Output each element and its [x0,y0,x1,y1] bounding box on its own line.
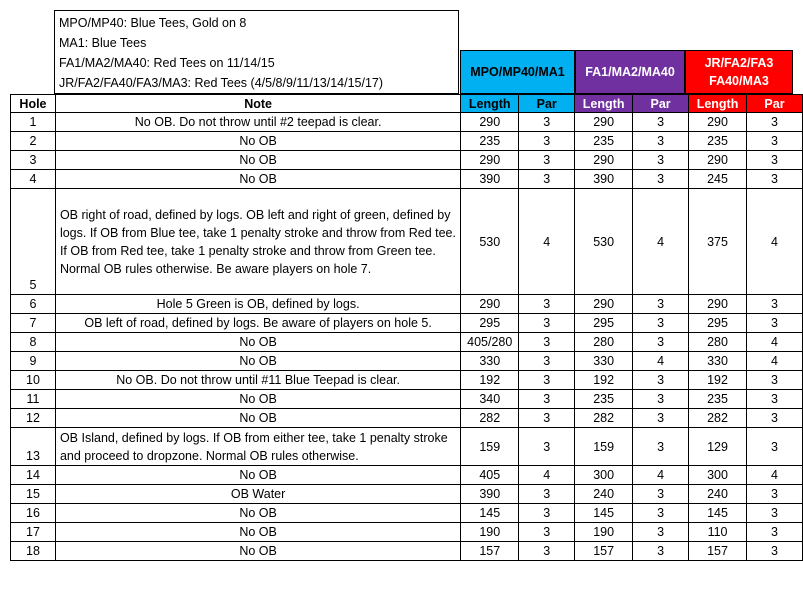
par-cell-purple: 3 [633,390,689,409]
length-cell-red: 300 [689,466,747,485]
note-cell: No OB [55,542,460,561]
length-cell-red: 192 [689,371,747,390]
par-cell-red: 3 [747,132,803,151]
table-row [11,113,803,132]
note-cell: No OB [55,504,460,523]
tee-info-line: JR/FA2/FA40/FA3/MA3: Red Tees (4/5/8/9/11/13/14/15/17) [59,76,384,90]
par-cell-purple: 4 [633,189,689,295]
hole-header: Hole [11,95,56,113]
note-cell: OB right of road, defined by logs. OB left and right of green, defined by logs. If OB from Blue tee, take 1 penalty stroke and throw from Red tee. If OB from Red tee, take 1 penalty stroke and throw from Green tee. Normal OB rules otherwise. Be aware players on hole 7. [55,189,460,295]
table-row [11,189,803,295]
table-row [11,151,803,170]
length-cell-red: 280 [689,333,747,352]
par-cell-red: 3 [747,428,803,466]
par-cell-purple: 3 [633,523,689,542]
length-cell-red: 375 [689,189,747,295]
table-row [11,466,803,485]
par-cell-purple: 3 [633,151,689,170]
par-cell-blue: 3 [519,542,575,561]
par-cell-blue: 3 [519,352,575,371]
length-cell-red: 245 [689,170,747,189]
length-header-purple: Length [575,95,633,113]
par-cell-blue: 3 [519,333,575,352]
par-cell-purple: 3 [633,504,689,523]
note-cell: No OB [55,170,460,189]
note-cell: OB Water [55,485,460,504]
par-cell-blue: 3 [519,151,575,170]
note-header: Note [55,95,460,113]
par-cell-red: 4 [747,189,803,295]
par-cell-blue: 3 [519,132,575,151]
par-cell-purple: 3 [633,170,689,189]
table-row [11,504,803,523]
length-cell-blue: 290 [461,151,519,170]
par-cell-purple: 3 [633,428,689,466]
par-cell-purple: 4 [633,466,689,485]
length-cell-purple: 280 [575,333,633,352]
hole-number-cell: 11 [11,390,56,409]
hole-number-cell: 14 [11,466,56,485]
tee-info-line: MPO/MP40: Blue Tees, Gold on 8 [59,16,247,30]
hole-number-cell: 5 [11,189,56,295]
par-cell-blue: 3 [519,485,575,504]
group-header-red [685,50,793,94]
par-cell-blue: 3 [519,295,575,314]
par-cell-red: 3 [747,314,803,333]
par-cell-blue: 3 [519,113,575,132]
par-cell-blue: 3 [519,371,575,390]
table-row [11,371,803,390]
header-row [11,95,803,113]
hole-table [10,94,803,561]
note-cell: Hole 5 Green is OB, defined by logs. [55,295,460,314]
length-cell-blue: 282 [461,409,519,428]
length-cell-blue: 235 [461,132,519,151]
par-cell-red: 3 [747,390,803,409]
length-cell-purple: 530 [575,189,633,295]
length-cell-purple: 145 [575,504,633,523]
par-cell-blue: 3 [519,409,575,428]
note-cell: No OB [55,523,460,542]
table-row [11,542,803,561]
length-cell-blue: 390 [461,485,519,504]
note-cell: No OB [55,466,460,485]
hole-number-cell: 9 [11,352,56,371]
tee-info-line: FA1/MA2/MA40: Red Tees on 11/14/15 [59,56,275,70]
par-cell-red: 4 [747,333,803,352]
group-label-red-line2: FA40/MA3 [709,74,769,88]
length-cell-purple: 235 [575,390,633,409]
note-cell: OB left of road, defined by logs. Be aware of players on hole 5. [55,314,460,333]
par-cell-purple: 3 [633,542,689,561]
par-cell-red: 3 [747,504,803,523]
length-cell-purple: 390 [575,170,633,189]
hole-number-cell: 13 [11,428,56,466]
length-cell-red: 110 [689,523,747,542]
hole-number-cell: 7 [11,314,56,333]
par-cell-red: 3 [747,371,803,390]
length-cell-blue: 290 [461,295,519,314]
tee-info-line: MA1: Blue Tees [59,36,147,50]
length-cell-purple: 290 [575,151,633,170]
length-cell-purple: 192 [575,371,633,390]
hole-number-cell: 3 [11,151,56,170]
length-cell-blue: 405 [461,466,519,485]
hole-number-cell: 1 [11,113,56,132]
par-cell-purple: 3 [633,295,689,314]
note-cell: No OB. Do not throw until #2 teepad is clear. [55,113,460,132]
par-cell-purple: 3 [633,409,689,428]
length-cell-blue: 157 [461,542,519,561]
table-row [11,333,803,352]
note-cell: No OB [55,409,460,428]
par-cell-red: 3 [747,151,803,170]
length-cell-red: 330 [689,352,747,371]
par-cell-purple: 3 [633,371,689,390]
length-cell-purple: 330 [575,352,633,371]
note-cell: No OB [55,352,460,371]
length-cell-blue: 159 [461,428,519,466]
length-cell-red: 290 [689,295,747,314]
hole-number-cell: 2 [11,132,56,151]
length-cell-red: 290 [689,151,747,170]
table-row [11,409,803,428]
length-cell-red: 157 [689,542,747,561]
hole-number-cell: 17 [11,523,56,542]
par-cell-blue: 3 [519,170,575,189]
hole-number-cell: 4 [11,170,56,189]
par-header-blue: Par [519,95,575,113]
hole-number-cell: 18 [11,542,56,561]
group-label-blue: MPO/MP40/MA1 [470,65,565,79]
note-cell: No OB [55,333,460,352]
group-header-purple [575,50,685,94]
par-cell-red: 4 [747,352,803,371]
par-cell-blue: 4 [519,466,575,485]
table-row [11,428,803,466]
par-cell-blue: 3 [519,504,575,523]
hole-number-cell: 8 [11,333,56,352]
length-cell-purple: 300 [575,466,633,485]
length-cell-purple: 235 [575,132,633,151]
par-cell-blue: 4 [519,189,575,295]
par-cell-red: 4 [747,466,803,485]
table-row [11,314,803,333]
group-label-red-line1: JR/FA2/FA3 [704,56,774,70]
par-cell-red: 3 [747,485,803,504]
length-header-blue: Length [461,95,519,113]
tee-info-box [54,10,459,94]
table-row [11,170,803,189]
length-cell-blue: 340 [461,390,519,409]
length-cell-blue: 290 [461,113,519,132]
par-cell-red: 3 [747,409,803,428]
length-cell-blue: 190 [461,523,519,542]
par-cell-red: 3 [747,113,803,132]
hole-number-cell: 16 [11,504,56,523]
par-header-red: Par [747,95,803,113]
par-cell-red: 3 [747,523,803,542]
note-cell: No OB. Do not throw until #11 Blue Teepad is clear. [55,371,460,390]
length-cell-red: 295 [689,314,747,333]
par-cell-red: 3 [747,170,803,189]
par-cell-purple: 3 [633,333,689,352]
table-row [11,295,803,314]
length-cell-red: 235 [689,132,747,151]
length-cell-blue: 330 [461,352,519,371]
hole-table-body [11,113,803,561]
length-cell-red: 145 [689,504,747,523]
length-cell-purple: 159 [575,428,633,466]
par-cell-red: 3 [747,542,803,561]
length-cell-purple: 240 [575,485,633,504]
table-row [11,132,803,151]
group-header-blue [460,50,575,94]
length-cell-red: 235 [689,390,747,409]
length-cell-red: 240 [689,485,747,504]
par-cell-purple: 3 [633,113,689,132]
length-cell-blue: 530 [461,189,519,295]
length-cell-purple: 290 [575,295,633,314]
note-cell: No OB [55,151,460,170]
length-cell-blue: 390 [461,170,519,189]
note-cell: OB Island, defined by logs. If OB from either tee, take 1 penalty stroke and proceed to dropzone. Normal OB rules otherwise. [55,428,460,466]
par-cell-red: 3 [747,295,803,314]
par-cell-blue: 3 [519,314,575,333]
par-cell-purple: 3 [633,314,689,333]
length-cell-blue: 295 [461,314,519,333]
hole-number-cell: 15 [11,485,56,504]
table-row [11,390,803,409]
length-cell-purple: 282 [575,409,633,428]
note-cell: No OB [55,390,460,409]
length-cell-red: 290 [689,113,747,132]
par-cell-purple: 3 [633,132,689,151]
hole-number-cell: 10 [11,371,56,390]
par-header-purple: Par [633,95,689,113]
table-row [11,523,803,542]
note-cell: No OB [55,132,460,151]
length-cell-purple: 157 [575,542,633,561]
table-row [11,485,803,504]
par-cell-purple: 3 [633,485,689,504]
length-cell-blue: 405/280 [461,333,519,352]
table-row [11,352,803,371]
group-label-purple: FA1/MA2/MA40 [585,65,675,79]
length-cell-blue: 192 [461,371,519,390]
length-cell-blue: 145 [461,504,519,523]
hole-number-cell: 12 [11,409,56,428]
par-cell-blue: 3 [519,428,575,466]
length-cell-red: 129 [689,428,747,466]
length-cell-purple: 190 [575,523,633,542]
par-cell-purple: 4 [633,352,689,371]
length-cell-purple: 295 [575,314,633,333]
length-cell-red: 282 [689,409,747,428]
par-cell-blue: 3 [519,390,575,409]
par-cell-blue: 3 [519,523,575,542]
length-cell-purple: 290 [575,113,633,132]
hole-number-cell: 6 [11,295,56,314]
length-header-red: Length [689,95,747,113]
